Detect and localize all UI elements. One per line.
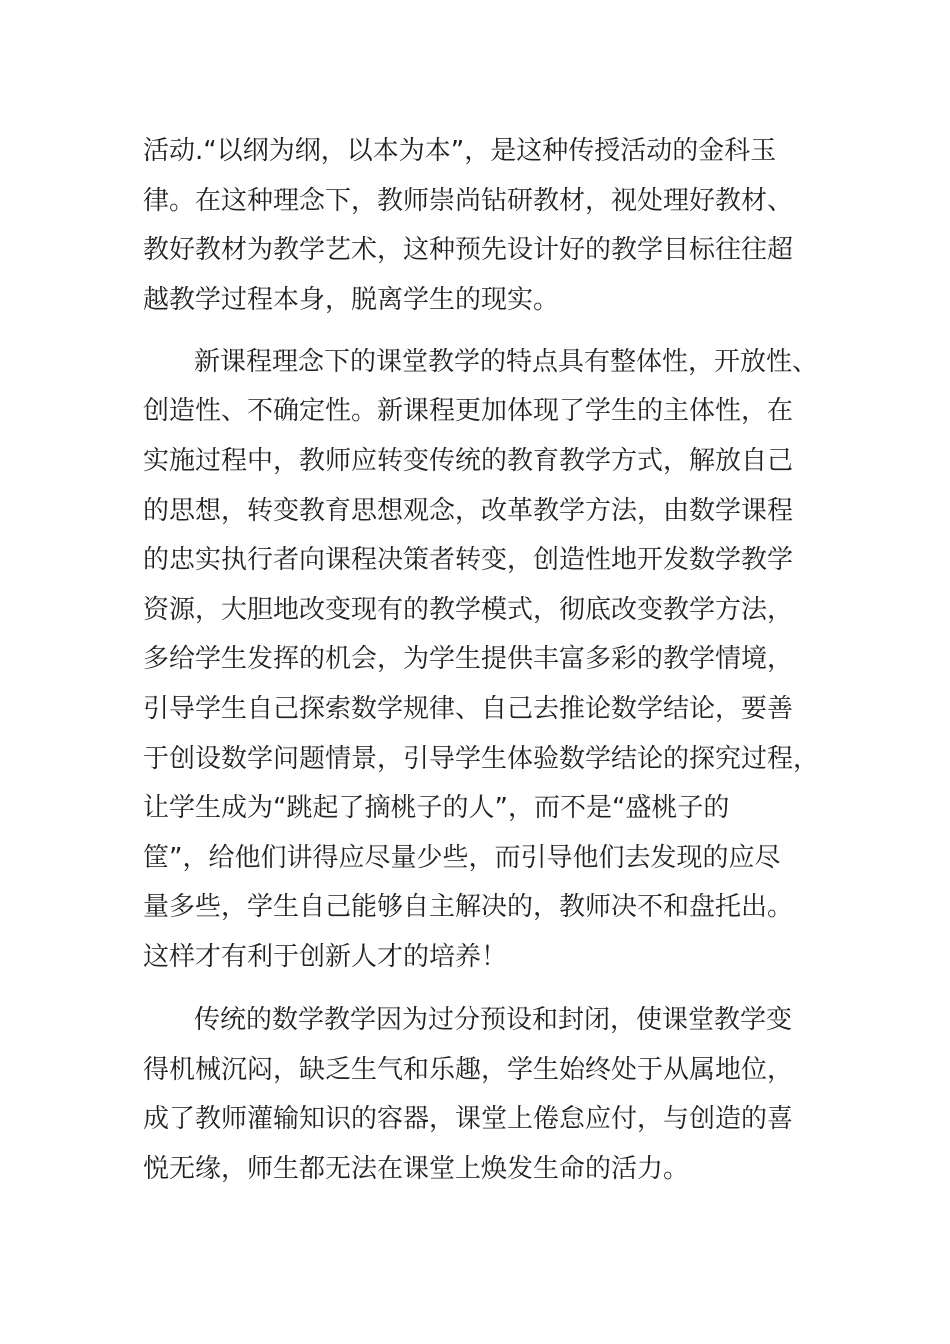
paragraph-2-line-4: 的思想，转变教育思想观念，改革教学方法，由数学课程: [143, 496, 794, 526]
paragraph-1-line-2: 律。在这种理念下，教师崇尚钻研教材，视处理好教材、: [143, 186, 794, 216]
paragraph-2-line-13: 这样才有利于创新人才的培养！: [143, 942, 508, 972]
paragraph-2-line-11: 筐”，给他们讲得应尽量少些，而引导他们去发现的应尽: [143, 843, 781, 873]
paragraph-2-line-10: 让学生成为“跳起了摘桃子的人”，而不是“盛桃子的: [143, 793, 730, 823]
paragraph-3-line-1: 传统的数学教学因为过分预设和封闭，使课堂教学变: [194, 1005, 793, 1035]
paragraph-2-line-2: 创造性、不确定性。新课程更加体现了学生的主体性，在: [143, 396, 794, 426]
paragraph-2-line-1: 新课程理念下的课堂教学的特点具有整体性，开放性、: [194, 347, 819, 377]
paragraph-2-line-6: 资源，大胆地改变现有的教学模式，彻底改变教学方法，: [143, 595, 794, 625]
paragraph-2-line-5: 的忠实执行者向课程决策者转变，创造性地开发数学教学: [143, 545, 794, 575]
paragraph-2-line-7: 多给学生发挥的机会，为学生提供丰富多彩的教学情境，: [143, 644, 794, 674]
paragraph-3-line-3: 成了教师灌输知识的容器，课堂上倦怠应付，与创造的喜: [143, 1104, 794, 1134]
paragraph-1-line-1: 活动.“以纲为纲，以本为本”，是这种传授活动的金科玉: [143, 136, 777, 166]
paragraph-2-line-9: 于创设数学问题情景，引导学生体验数学结论的探究过程，: [143, 744, 820, 774]
paragraph-2-line-3: 实施过程中，教师应转变传统的教育教学方式，解放自己: [143, 446, 794, 476]
paragraph-1-line-3: 教好教材为教学艺术，这种预先设计好的教学目标往往超: [143, 235, 794, 265]
paragraph-3-line-2: 得机械沉闷，缺乏生气和乐趣，学生始终处于从属地位，: [143, 1055, 794, 1085]
paragraph-3-line-4: 悦无缘，师生都无法在课堂上焕发生命的活力。: [143, 1154, 690, 1184]
paragraph-2-line-8: 引导学生自己探索数学规律、自己去推论数学结论，要善: [143, 694, 794, 724]
paragraph-1-line-4: 越教学过程本身，脱离学生的现实。: [143, 285, 560, 315]
paragraph-2-line-12: 量多些，学生自己能够自主解决的，教师决不和盘托出。: [143, 892, 794, 922]
